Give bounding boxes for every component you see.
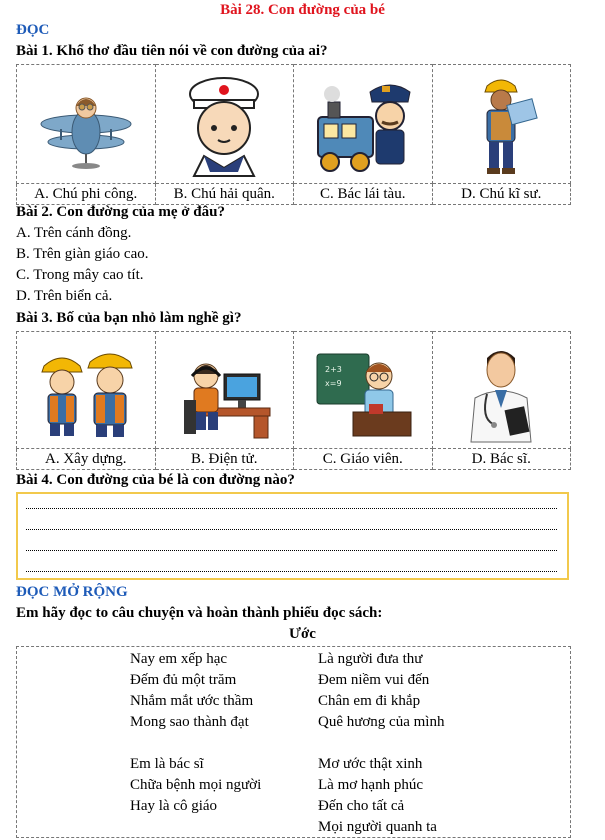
q2-option-c: C. Trong mây cao tít. <box>16 267 144 283</box>
train-driver-icon <box>308 72 418 177</box>
poem-line: Đem niềm vui đến <box>318 672 430 688</box>
teacher-icon <box>313 340 413 440</box>
q3-option-b: B. Điện tử. <box>155 449 294 470</box>
q3-option-c: C. Giáo viên. <box>294 449 433 470</box>
pilot-picture-cell <box>17 65 156 184</box>
poem-line: Em là bác sĩ <box>130 756 204 772</box>
q1-option-b: B. Chú hải quân. <box>155 184 294 205</box>
question-2: Bài 2. Con đường của mẹ ở đâu? <box>16 204 225 220</box>
question-1-picture-table <box>16 64 571 205</box>
poem-line: Là người đưa thư <box>318 651 423 667</box>
answer-line[interactable] <box>26 550 557 551</box>
reading-instruction: Em hãy đọc to câu chuyện và hoàn thành phiếu đọc sách: <box>16 605 383 621</box>
poem-line: Đến cho tất cả <box>318 798 405 814</box>
q3-option-a: A. Xây dựng. <box>17 449 156 470</box>
sailor-icon <box>174 72 274 177</box>
poem-line: Nay em xếp hạc <box>130 651 228 667</box>
sailor-picture-cell <box>155 65 294 184</box>
svg-text:2+3: 2+3 <box>324 365 342 374</box>
poem-left-stanza-1 <box>130 649 253 733</box>
q2-option-b: B. Trên giàn giáo cao. <box>16 246 149 262</box>
question-1: Bài 1. Khổ thơ đầu tiên nói về con đường của ai? <box>16 43 328 59</box>
poem-line: Mong sao thành đạt <box>130 714 249 730</box>
section-heading-read: ĐỌC <box>16 22 50 38</box>
poem-line: Chữa bệnh mọi người <box>130 777 262 793</box>
poem-right-stanza-2 <box>318 754 437 838</box>
poem-line: Quê hương của mình <box>318 714 445 730</box>
computer-user-icon <box>174 340 274 440</box>
poem-line: Nhắm mắt ước thầm <box>130 693 254 709</box>
poem-right-stanza-1 <box>318 649 444 733</box>
poem-line: Mơ ước thật xinh <box>318 756 423 772</box>
page-title: Bài 28. Con đường của bé <box>220 2 385 18</box>
doctor-icon <box>451 338 551 443</box>
question-3: Bài 3. Bố của bạn nhỏ làm nghề gì? <box>16 310 242 326</box>
answer-line[interactable] <box>26 571 557 572</box>
train-driver-picture-cell <box>294 65 433 184</box>
question-4: Bài 4. Con đường của bé là con đường nào? <box>16 472 295 488</box>
section-heading-extended: ĐỌC MỞ RỘNG <box>16 584 128 600</box>
q2-option-a: A. Trên cánh đồng. <box>16 225 132 241</box>
electronics-picture-cell <box>155 332 294 449</box>
teacher-picture-cell <box>294 332 433 449</box>
answer-line[interactable] <box>26 529 557 530</box>
svg-text:x=9: x=9 <box>324 379 342 388</box>
construction-picture-cell <box>17 332 156 449</box>
poem-line: Chân em đi khắp <box>318 693 421 709</box>
q2-option-d: D. Trên biển cả. <box>16 288 113 304</box>
poem-line: Là mơ hạnh phúc <box>318 777 423 793</box>
q1-option-c: C. Bác lái tàu. <box>294 184 433 205</box>
engineer-picture-cell <box>432 65 571 184</box>
doctor-picture-cell <box>432 332 571 449</box>
poem-line: Hay là cô giáo <box>130 798 218 814</box>
poem-line: Mọi người quanh ta <box>318 819 437 835</box>
q1-option-a: A. Chú phi công. <box>17 184 156 205</box>
question-3-picture-table <box>16 331 571 470</box>
airplane-pilot-icon <box>31 74 141 174</box>
answer-writing-box[interactable] <box>16 492 569 580</box>
answer-line[interactable] <box>26 508 557 509</box>
q3-option-d: D. Bác sĩ. <box>432 449 571 470</box>
poem-title: Ước <box>289 626 316 642</box>
engineer-icon <box>461 72 541 177</box>
q1-option-d: D. Chú kĩ sư. <box>432 184 571 205</box>
construction-workers-icon <box>36 340 136 440</box>
poem-box <box>16 646 571 838</box>
poem-left-stanza-2 <box>130 754 261 817</box>
poem-line: Đếm đủ một trăm <box>130 672 237 688</box>
